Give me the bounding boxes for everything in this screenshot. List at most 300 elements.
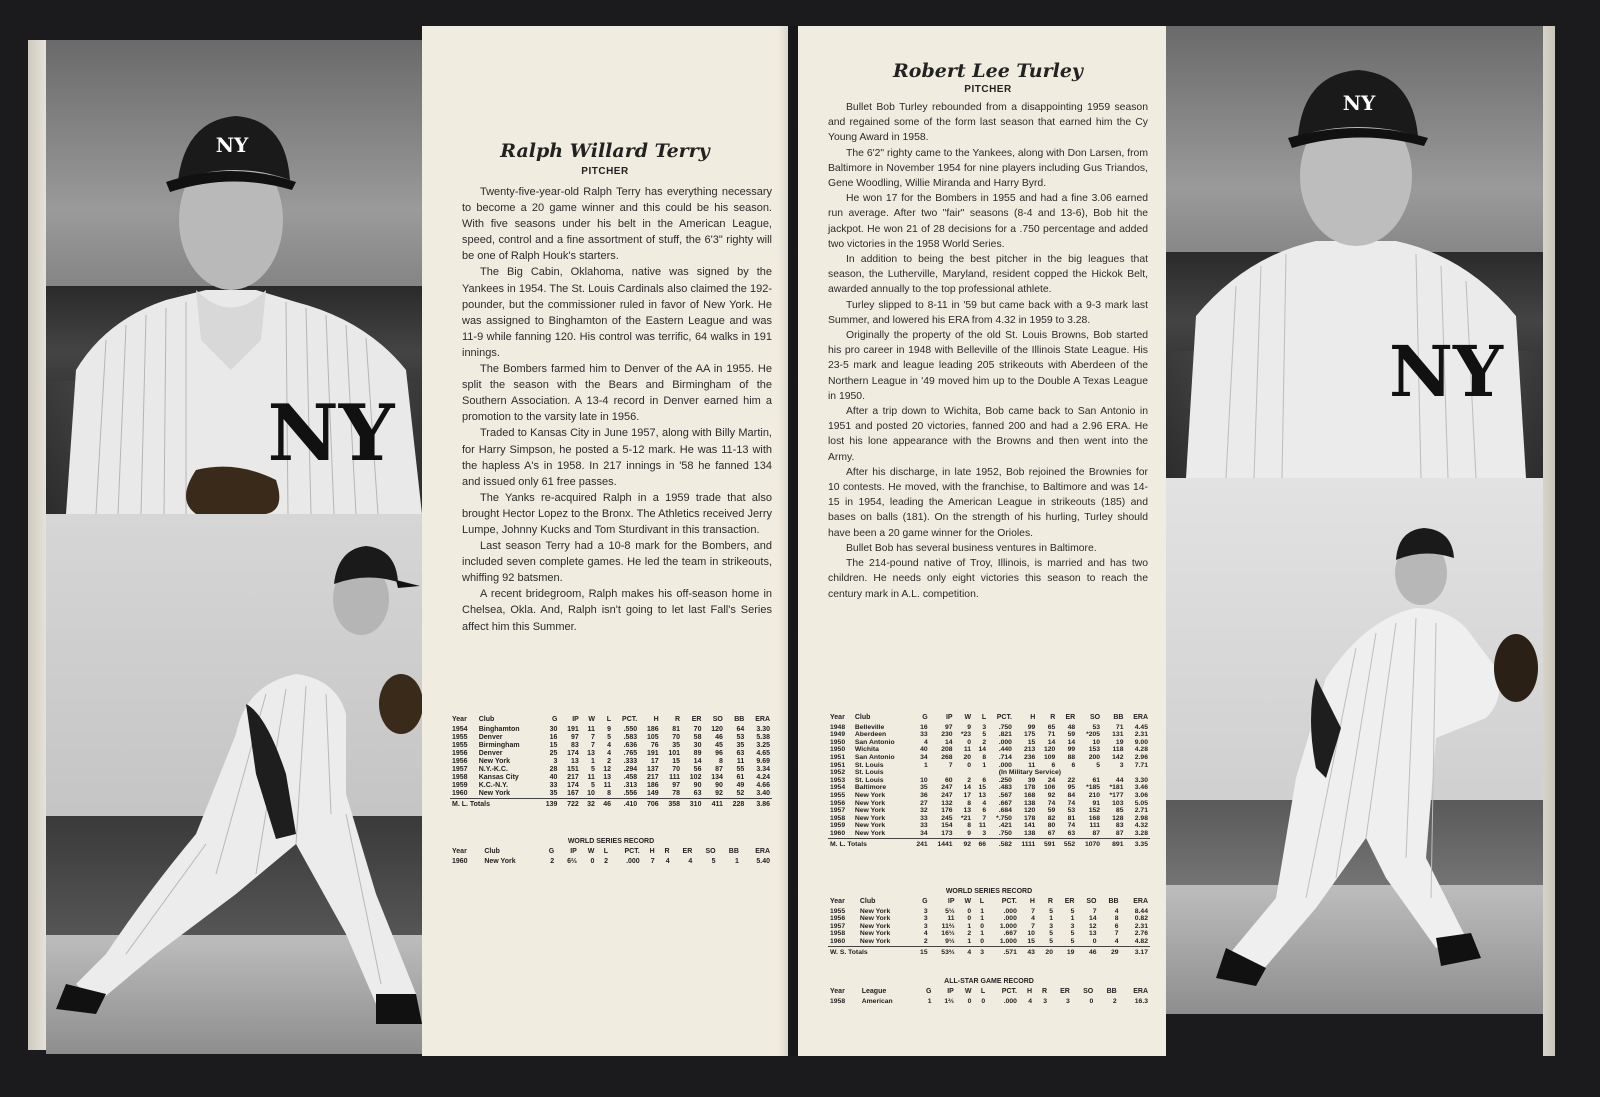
stat-cell: .421: [998, 822, 1012, 830]
stat-cell: 1958: [830, 814, 846, 822]
stat-cell: New York: [859, 915, 891, 923]
stat-cell: 27: [920, 799, 928, 807]
stat-cell: 1: [967, 922, 972, 930]
svg-text:NY: NY: [1342, 91, 1376, 115]
stat-cell: 14: [1067, 738, 1076, 746]
stat-cell: 1955: [452, 734, 468, 741]
stat-cell: 1956: [452, 750, 468, 757]
stat-header-cell: BB: [734, 716, 745, 723]
stat-cell: 16.3: [1134, 997, 1148, 1005]
stat-cell: 1: [734, 858, 739, 865]
stat-cell: 15: [672, 758, 681, 765]
photo-turley-portrait: [1166, 26, 1543, 478]
stat-cell: New York: [854, 791, 886, 799]
stat-cell: 71: [1047, 731, 1056, 739]
stat-cell: 30: [693, 742, 702, 749]
stat-cell: 91: [1092, 799, 1101, 807]
stat-cell: 310: [682, 799, 703, 810]
stat-row: [828, 731, 1150, 739]
stat-cell: 1⅔: [944, 997, 954, 1005]
stat-cell: 3.25: [756, 742, 770, 749]
stat-cell: 16⅓: [941, 930, 955, 938]
stat-cell: 4: [923, 738, 928, 746]
stat-row: [450, 750, 772, 758]
stat-cell: 1958: [452, 774, 468, 781]
stat-cell: 13: [978, 791, 987, 799]
stat-cell: 13: [603, 774, 612, 781]
stat-cell: 241: [910, 838, 930, 848]
stat-cell: 14: [963, 784, 972, 792]
stat-cell: New York: [484, 858, 516, 865]
stat-cell: 1955: [452, 742, 468, 749]
terry-ws-title: WORLD SERIES RECORD: [567, 838, 655, 845]
stat-cell: 2.98: [1134, 814, 1148, 822]
stat-cell: 49: [736, 782, 745, 789]
stat-cell: 10: [587, 790, 595, 797]
stat-cell: San Antonio: [854, 738, 895, 746]
stat-cell: 167: [567, 790, 579, 797]
stat-row: [828, 800, 1150, 808]
stat-header-cell: SO: [1086, 898, 1097, 905]
stat-cell: 176: [941, 807, 953, 815]
stat-row: [450, 758, 772, 766]
stat-cell: 7: [948, 761, 953, 769]
stat-row: [828, 807, 1150, 815]
stat-cell: 5: [982, 731, 987, 739]
stat-cell: 8: [967, 822, 972, 830]
stat-cell: St. Louis: [854, 776, 884, 784]
stat-cell: 71: [1115, 723, 1124, 731]
stat-cell: 33: [920, 731, 928, 739]
stat-cell: 17: [650, 758, 659, 765]
terry-ws-table: [450, 848, 772, 866]
stat-header-cell: SO: [1083, 988, 1094, 995]
stat-cell: 1960: [830, 829, 846, 837]
stat-cell: 67: [1047, 829, 1056, 837]
stat-cell: M. L. Totals: [450, 799, 538, 810]
stat-cell: 6: [1071, 761, 1076, 769]
stat-cell: 74: [1067, 822, 1076, 830]
stat-cell: 4: [982, 799, 987, 807]
stat-cell: 0: [1092, 937, 1097, 945]
stat-cell: 186: [646, 726, 659, 733]
stat-cell: 5: [1070, 937, 1075, 945]
stat-cell: 230: [941, 731, 953, 739]
stat-header-cell: ER: [1065, 714, 1076, 721]
stat-cell: 2.96: [1134, 753, 1148, 761]
stat-cell: 411: [703, 799, 724, 810]
stat-cell: 9: [967, 723, 972, 731]
stat-cell: 154: [941, 822, 953, 830]
stat-cell: 200: [1088, 753, 1101, 761]
stat-cell: 22: [1067, 776, 1076, 784]
turley-as-title: ALL-STAR GAME RECORD: [944, 978, 1034, 985]
stat-cell: 1948: [830, 723, 846, 731]
stat-cell: 39: [1027, 776, 1036, 784]
stat-cell: 80: [1047, 822, 1056, 830]
stat-cell: 3.06: [1134, 791, 1148, 799]
turley-bio-text: [828, 100, 1148, 602]
stat-header-cell: ER: [682, 848, 693, 855]
stat-cell: 152: [1088, 807, 1101, 815]
stat-cell: 3.30: [756, 726, 770, 733]
stat-cell: .684: [998, 807, 1012, 815]
stat-cell: 83: [571, 742, 579, 749]
stat-cell: 217: [646, 774, 659, 781]
stat-cell: 1: [591, 758, 595, 765]
stat-cell: 1: [980, 915, 985, 923]
stat-cell: Binghamton: [478, 726, 520, 733]
stat-cell: 5: [711, 858, 716, 865]
bio-paragraph: Last season Terry had a 10-8 mark for the Bombers, and included seven complete games. He led the team in strikeouts, whiffing 92 batsmen.: [462, 540, 772, 585]
stat-cell: 11: [587, 774, 595, 781]
stat-cell: .765: [623, 750, 638, 757]
stat-cell: 722: [559, 799, 580, 810]
stat-cell: 1960: [452, 858, 468, 865]
stat-cell: New York: [859, 907, 891, 915]
stat-cell: 7: [982, 814, 987, 822]
stat-cell: 1950: [830, 738, 846, 746]
stat-cell: 66: [973, 838, 988, 848]
stat-cell: 60: [945, 776, 953, 784]
stat-cell: 151: [567, 766, 579, 773]
stat-header-cell: W: [588, 716, 595, 723]
stat-cell: 217: [567, 774, 579, 781]
stat-cell: .667: [998, 799, 1012, 807]
stat-cell: 1.000: [999, 937, 1017, 945]
stat-cell: 3.28: [1134, 829, 1148, 837]
stat-cell: 5.05: [1134, 799, 1148, 807]
stat-cell: 1441: [930, 838, 955, 848]
stat-cell: 58: [693, 734, 702, 741]
stat-cell: 6: [982, 807, 987, 815]
stat-cell: 12: [603, 766, 612, 773]
stat-cell: 149: [646, 790, 659, 797]
stat-header-cell: BB: [1106, 988, 1117, 995]
stat-header-cell: ER: [1064, 898, 1075, 905]
stat-cell: 15: [1027, 738, 1036, 746]
stat-cell: 4: [665, 858, 670, 865]
stat-cell: 35: [549, 790, 558, 797]
stat-header-cell: G: [548, 848, 555, 855]
stat-cell: 14: [978, 746, 987, 754]
stat-cell: .556: [623, 790, 638, 797]
stat-cell: 33: [920, 814, 928, 822]
svg-text:NY: NY: [1389, 330, 1503, 413]
stat-cell: 53⅔: [930, 946, 957, 956]
bio-paragraph: Bullet Bob has several business ventures in Baltimore.: [846, 542, 1097, 554]
stat-row: [828, 930, 1150, 938]
stat-cell: 247: [941, 791, 953, 799]
stat-header-cell: ERA: [1133, 898, 1148, 905]
stat-cell: 7: [591, 742, 595, 749]
stat-cell: .000: [998, 761, 1012, 769]
stat-header-cell: ERA: [1133, 714, 1148, 721]
stat-cell: 78: [672, 790, 681, 797]
stat-header-cell: R: [1050, 714, 1056, 721]
stat-cell: 1951: [830, 761, 846, 769]
stat-cell: 3.30: [1134, 776, 1148, 784]
stat-cell: 3: [982, 723, 987, 731]
stat-cell: New York: [478, 790, 510, 797]
stat-cell: 3.17: [1121, 946, 1150, 956]
stat-cell: 134: [711, 774, 723, 781]
stat-cell: 9: [967, 829, 972, 837]
bio-paragraph: He won 17 for the Bombers in 1955 and had a fine 3.06 earned run average. After two "fair" seasons (8-4 and 13-6), Bob hit the jackpot. He won 21 of 28 decisions for a .750 percentage and added two victories in the 1958 World Series.: [828, 193, 1148, 250]
stat-header-cell: Club: [859, 898, 876, 905]
turley-name-heading: Robert Lee Turley: [893, 60, 1083, 82]
stat-cell: 1070: [1077, 838, 1102, 848]
stat-cell: 12: [1088, 922, 1097, 930]
stat-cell: 2: [967, 930, 972, 938]
terry-portrait-figure: [46, 40, 422, 514]
stat-cell: 128: [1112, 814, 1124, 822]
stat-cell: 4: [607, 750, 612, 757]
stat-cell: St. Louis: [854, 761, 884, 769]
stat-header-cell: Club: [854, 714, 871, 721]
stat-header-cell: L: [606, 716, 612, 723]
stat-cell: 10: [1092, 738, 1101, 746]
stat-cell: 5: [607, 734, 612, 741]
stat-cell: 131: [1112, 731, 1124, 739]
stat-cell: 6: [1051, 761, 1056, 769]
stat-row: [828, 769, 1150, 777]
stat-cell: .571: [986, 946, 1019, 956]
stat-cell: 11: [603, 782, 612, 789]
stat-cell: 2: [982, 738, 987, 746]
stat-cell: 63: [693, 790, 702, 797]
stat-cell: .714: [998, 753, 1012, 761]
stat-row: [828, 915, 1150, 923]
bio-paragraph: Originally the property of the old St. Louis Browns, Bob started his pro career in 1948 with Belleville of the Illinois State League. His 23-5 mark and league leading 205 strikeouts with Aberdeen of the Northern League in '49 moved him up to the Double A Texas League in 1950.: [828, 330, 1148, 402]
stat-cell: 5: [1070, 930, 1075, 938]
stat-cell: 1954: [830, 784, 846, 792]
stat-cell: 99: [1067, 746, 1076, 754]
stat-header-cell: Year: [830, 988, 845, 995]
stat-cell: 4.45: [1134, 723, 1148, 731]
stat-cell: 59: [1047, 807, 1056, 815]
stat-cell: 5: [591, 782, 595, 789]
stat-cell: 59: [1067, 731, 1076, 739]
stat-cell: 97: [571, 734, 579, 741]
stat-row: [828, 830, 1150, 838]
stat-cell: .294: [623, 766, 638, 773]
stat-cell: 120: [1043, 746, 1056, 754]
bio-paragraph: Turley slipped to 8-11 in '59 but came back with a 9-3 mark last Summer, and lowered his ERA from 4.32 in 1959 to 3.28.: [828, 299, 1148, 326]
stat-cell: 5: [1049, 937, 1053, 945]
stat-cell: 120: [1024, 807, 1036, 815]
stat-cell: 20: [963, 753, 972, 761]
stat-header-cell: BB: [728, 848, 739, 855]
stat-header-cell: ERA: [1133, 988, 1148, 995]
stat-cell: 9.69: [756, 758, 770, 765]
stat-cell: .458: [623, 774, 638, 781]
right-page-edge: [1543, 26, 1555, 1056]
stat-cell: Denver: [478, 734, 503, 741]
stat-cell: 97: [672, 782, 681, 789]
terry-stats-table: [450, 716, 772, 809]
stat-cell: 4.24: [756, 774, 770, 781]
stat-cell: (In Military Service): [998, 769, 1062, 777]
stat-cell: Belleville: [854, 723, 885, 731]
stat-cell: .250: [998, 776, 1012, 784]
stat-cell: 0: [967, 761, 972, 769]
stat-cell: 15: [549, 742, 558, 749]
stat-cell: 2.31: [1134, 731, 1148, 739]
stat-cell: 1954: [452, 726, 468, 733]
stat-cell: *181: [1109, 784, 1124, 792]
stat-cell: 1: [1070, 915, 1075, 923]
stat-header-cell: R: [664, 848, 670, 855]
stat-cell: 25: [549, 750, 558, 757]
stat-cell: 46: [715, 734, 723, 741]
stat-cell: 70: [672, 734, 681, 741]
stat-header-cell: PCT.: [622, 716, 638, 723]
stat-cell: 7: [1114, 930, 1119, 938]
stat-cell: 6: [1114, 922, 1119, 930]
stat-cell: 2: [967, 776, 972, 784]
stat-cell: 24: [1047, 776, 1056, 784]
stat-header-cell: SO: [712, 716, 723, 723]
stat-cell: 63: [736, 750, 745, 757]
stat-cell: 9: [607, 726, 612, 733]
stat-cell: 1949: [830, 731, 846, 739]
stat-cell: 15: [1027, 937, 1035, 945]
stat-cell: 8: [1114, 915, 1119, 923]
stat-cell: .000: [626, 858, 640, 865]
stat-cell: 2: [1112, 997, 1117, 1005]
stat-cell: 5: [1096, 761, 1101, 769]
stat-cell: 3.40: [756, 790, 770, 797]
stat-row: [828, 998, 1150, 1006]
stat-cell: 15: [978, 784, 987, 792]
stat-cell: .821: [998, 731, 1012, 739]
stat-cell: 4.32: [1134, 822, 1148, 830]
stat-cell: 1.000: [999, 922, 1017, 930]
stat-cell: 32: [920, 807, 928, 815]
stat-cell: 4: [607, 742, 612, 749]
stat-cell: 0: [967, 997, 972, 1005]
stat-cell: 706: [639, 799, 660, 810]
stat-header-cell: L: [979, 898, 985, 905]
bio-paragraph: A recent bridegroom, Ralph makes his off-season home in Chelsea, Okla. And, Ralph isn't going to let last Fall's Series affect him this Summer.: [462, 588, 772, 633]
stat-cell: Denver: [478, 750, 503, 757]
stat-header-cell: Year: [452, 716, 467, 723]
stat-cell: American: [861, 997, 893, 1005]
stat-cell: 2.76: [1134, 930, 1148, 938]
stat-cell: 1953: [830, 776, 846, 784]
stat-cell: 11: [978, 822, 987, 830]
stat-cell: 19: [1055, 946, 1076, 956]
stat-cell: 0: [981, 997, 986, 1005]
stat-cell: 186: [646, 782, 659, 789]
stat-cell: 4: [1114, 907, 1119, 915]
stat-cell: 70: [672, 766, 681, 773]
stat-header-cell: ER: [1060, 988, 1070, 995]
stat-cell: 88: [1067, 753, 1076, 761]
stat-cell: 552: [1057, 838, 1077, 848]
stat-header-cell: IP: [947, 898, 955, 905]
stat-header-cell: L: [981, 714, 987, 721]
stat-cell: 7: [591, 734, 595, 741]
stat-cell: 45: [715, 742, 723, 749]
stat-cell: .483: [998, 784, 1012, 792]
stat-cell: 92: [955, 838, 973, 848]
stat-cell: 7: [650, 858, 655, 865]
stat-cell: 55: [736, 766, 745, 773]
stat-cell: .550: [623, 726, 638, 733]
stat-cell: 132: [941, 799, 953, 807]
turley-ws-title: WORLD SERIES RECORD: [945, 888, 1033, 895]
stat-cell: 2: [607, 758, 612, 765]
stat-cell: 1956: [452, 758, 468, 765]
stat-cell: New York: [854, 814, 886, 822]
stat-row: [828, 724, 1150, 732]
stat-cell: 11⅔: [941, 922, 955, 930]
stat-cell: 90: [693, 782, 702, 789]
stat-cell: 74: [1067, 799, 1076, 807]
stat-cell: 3: [1066, 997, 1070, 1005]
stat-cell: 87: [1092, 829, 1101, 837]
stat-cell: 11: [736, 758, 745, 765]
stat-cell: 175: [1024, 731, 1036, 739]
stat-cell: 4: [1114, 937, 1119, 945]
stat-cell: New York: [478, 758, 510, 765]
stat-cell: 13: [963, 807, 972, 815]
program-spread: [28, 22, 1573, 1067]
stat-cell: 173: [941, 829, 953, 837]
stat-cell: 53: [1092, 723, 1101, 731]
stat-row: [828, 784, 1150, 792]
stat-cell: M. L. Totals: [828, 838, 910, 848]
stat-cell: St. Louis: [854, 769, 884, 777]
stat-cell: 1958: [830, 930, 846, 938]
stat-cell: 7.71: [1134, 761, 1148, 769]
stat-cell: 19: [1115, 738, 1124, 746]
stat-cell: 118: [1112, 746, 1124, 754]
bio-paragraph: The 214-pound native of Troy, Illinois, is married and has two children. He needs only eight victories this season to reach the century mark in A.L. competition.: [828, 558, 1148, 600]
stat-cell: 3: [1049, 922, 1053, 930]
terry-name-heading: Ralph Willard Terry: [500, 140, 710, 162]
stat-header-cell: W: [964, 898, 972, 905]
stat-cell: 5: [1049, 930, 1053, 938]
stat-header-cell: W: [964, 714, 972, 721]
stat-row: [828, 754, 1150, 762]
stat-cell: 40: [920, 746, 928, 754]
stat-cell: 5.40: [756, 858, 770, 865]
stat-cell: 29: [1099, 946, 1121, 956]
stat-cell: 0: [967, 915, 972, 923]
stat-cell: 92: [715, 790, 723, 797]
stat-cell: 97: [945, 723, 953, 731]
photo-terry-portrait: [46, 40, 422, 514]
stat-cell: 32: [581, 799, 597, 810]
terry-role: PITCHER: [581, 166, 629, 177]
turley-stats-table: [828, 714, 1150, 848]
stat-cell: 103: [1112, 799, 1124, 807]
stat-cell: *.750: [996, 814, 1012, 822]
stat-row: [828, 739, 1150, 747]
stat-cell: 178: [1024, 814, 1036, 822]
stat-cell: 1955: [830, 907, 846, 915]
stat-cell: New York: [854, 829, 886, 837]
stat-cell: .750: [998, 829, 1012, 837]
stat-cell: 138: [1024, 829, 1036, 837]
stat-cell: 1950: [830, 746, 846, 754]
stat-cell: 5⅓: [945, 907, 955, 915]
stat-cell: 139: [538, 799, 559, 810]
stat-cell: Aberdeen: [854, 731, 887, 739]
